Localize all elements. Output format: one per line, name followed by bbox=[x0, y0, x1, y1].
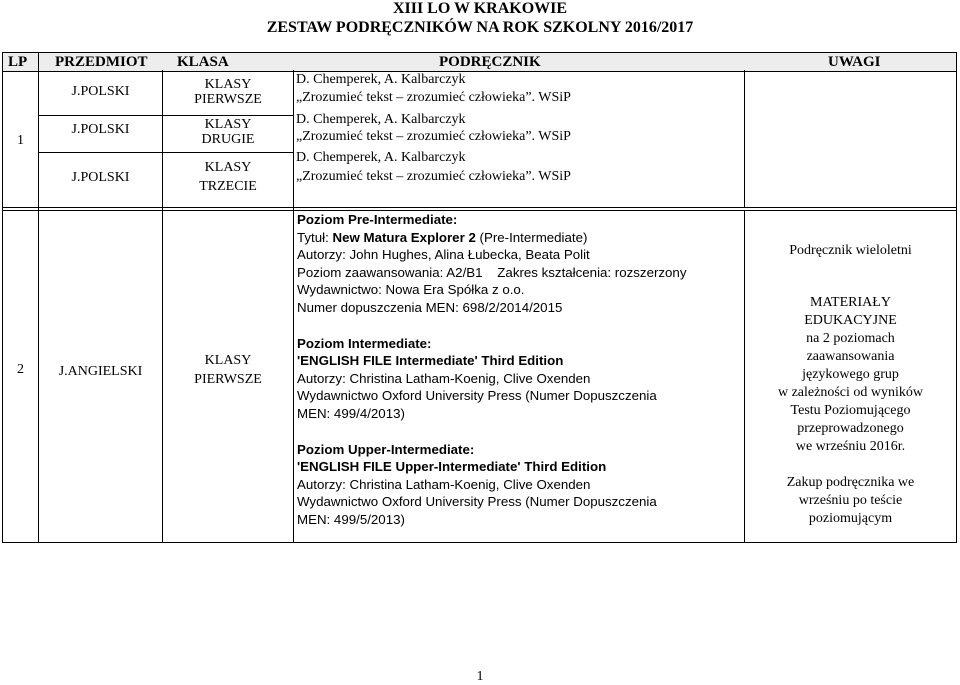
note-multiyear: Podręcznik wieloletni bbox=[789, 243, 912, 258]
grid-line bbox=[2, 207, 957, 208]
note-materials: MATERIAŁY EDUKACYJNE na 2 poziomach zaawansowania językowego grup w zależności od wyników Testu Poziomującego przeprowadzonego we wrześniu 2016r. bbox=[777, 295, 924, 454]
class-value: TRZECIE bbox=[199, 179, 257, 194]
grid-line bbox=[2, 52, 3, 543]
book-title: „Zrozumieć tekst – zrozumieć człowieka”. WSiP bbox=[296, 90, 571, 105]
polish-lp: 1 bbox=[17, 133, 24, 148]
class-label: KLASY bbox=[204, 77, 252, 92]
book-authors: Autorzy: John Hughes, Alina Łubecka, Beata Polit bbox=[297, 247, 590, 263]
level-heading: Poziom Pre-Intermediate: bbox=[297, 212, 458, 227]
grid-line bbox=[956, 52, 957, 543]
class-cell bbox=[163, 353, 293, 387]
book-publisher: Wydawnictwo Oxford University Press (Numer Dopuszczenia bbox=[297, 494, 657, 510]
col-book: PODRĘCZNIK bbox=[439, 54, 541, 70]
level-heading: Poziom Intermediate: bbox=[297, 335, 432, 351]
book-men-number: Numer dopuszczenia MEN: 698/2/2014/2015 bbox=[297, 299, 563, 315]
school-name: XIII LO W KRAKOWIE bbox=[392, 0, 568, 17]
grid-line bbox=[38, 70, 39, 543]
class-label: KLASY bbox=[204, 353, 252, 368]
grid-line bbox=[38, 152, 293, 153]
table-header-row bbox=[2, 52, 957, 72]
document-header bbox=[0, 0, 960, 37]
subject-cell: J.POLSKI bbox=[71, 122, 130, 137]
class-cell bbox=[163, 77, 293, 107]
book-men-number: MEN: 499/5/2013) bbox=[297, 511, 405, 527]
class-label: KLASY bbox=[204, 160, 252, 175]
subject-cell: J.POLSKI bbox=[71, 84, 130, 99]
note-purchase: Zakup podręcznika we wrześniu po teście poziomującym bbox=[786, 475, 915, 526]
class-cell bbox=[163, 160, 293, 194]
book-title: „Zrozumieć tekst – zrozumieć człowieka”. WSiP bbox=[296, 129, 571, 144]
grid-line bbox=[2, 210, 957, 211]
book-author: D. Chemperek, A. Kalbarczyk bbox=[296, 112, 466, 127]
class-value: PIERWSZE bbox=[194, 372, 262, 387]
book-cell bbox=[296, 112, 741, 144]
book-cell bbox=[296, 72, 741, 105]
col-notes: UWAGI bbox=[828, 54, 881, 70]
english-lp: 2 bbox=[17, 362, 24, 377]
book-author: D. Chemperek, A. Kalbarczyk bbox=[296, 72, 466, 87]
page-number: 1 bbox=[476, 669, 484, 684]
book-authors: Autorzy: Christina Latham-Koenig, Clive Oxenden bbox=[297, 370, 591, 386]
book-cell bbox=[297, 212, 743, 528]
notes-cell bbox=[745, 243, 956, 528]
book-publisher: Wydawnictwo Oxford University Press (Numer Dopuszczenia bbox=[297, 388, 657, 404]
col-klasa: KLASA bbox=[177, 54, 229, 70]
book-level: Poziom zaawansowania: A2/B1 Zakres kształcenia: rozszerzony bbox=[297, 264, 687, 280]
book-authors: Autorzy: Christina Latham-Koenig, Clive Oxenden bbox=[297, 476, 591, 492]
class-value: PIERWSZE bbox=[194, 92, 262, 107]
book-author: D. Chemperek, A. Kalbarczyk bbox=[296, 150, 466, 165]
book-title: 'ENGLISH FILE Upper-Intermediate' Third Edition bbox=[297, 459, 607, 475]
subject-cell: J.ANGIELSKI bbox=[58, 364, 143, 379]
col-subject: PRZEDMIOT bbox=[55, 54, 148, 70]
subject-cell: J.POLSKI bbox=[71, 170, 130, 185]
grid-line bbox=[744, 70, 745, 207]
class-cell bbox=[163, 117, 293, 147]
book-cell bbox=[296, 150, 741, 184]
level-heading: Poziom Upper-Intermediate: bbox=[297, 441, 475, 457]
grid-line bbox=[293, 70, 294, 543]
document-title: ZESTAW PODRĘCZNIKÓW NA ROK SZKOLNY 2016/2017 bbox=[266, 19, 694, 36]
class-value: DRUGIE bbox=[201, 132, 255, 147]
book-title: 'ENGLISH FILE Intermediate' Third Edition bbox=[297, 353, 564, 369]
col-lp: LP bbox=[8, 54, 28, 70]
book-men-number: MEN: 499/4/2013) bbox=[297, 405, 405, 421]
grid-line bbox=[2, 542, 957, 543]
grid-line bbox=[38, 52, 39, 70]
book-title: „Zrozumieć tekst – zrozumieć człowieka”. WSiP bbox=[296, 169, 571, 184]
book-publisher: Wydawnictwo: Nowa Era Spółka z o.o. bbox=[297, 282, 525, 298]
grid-line bbox=[38, 115, 293, 116]
class-label: KLASY bbox=[204, 117, 252, 132]
book-title: Tytuł: New Matura Explorer 2 (Pre-Intermediate) bbox=[297, 229, 588, 245]
